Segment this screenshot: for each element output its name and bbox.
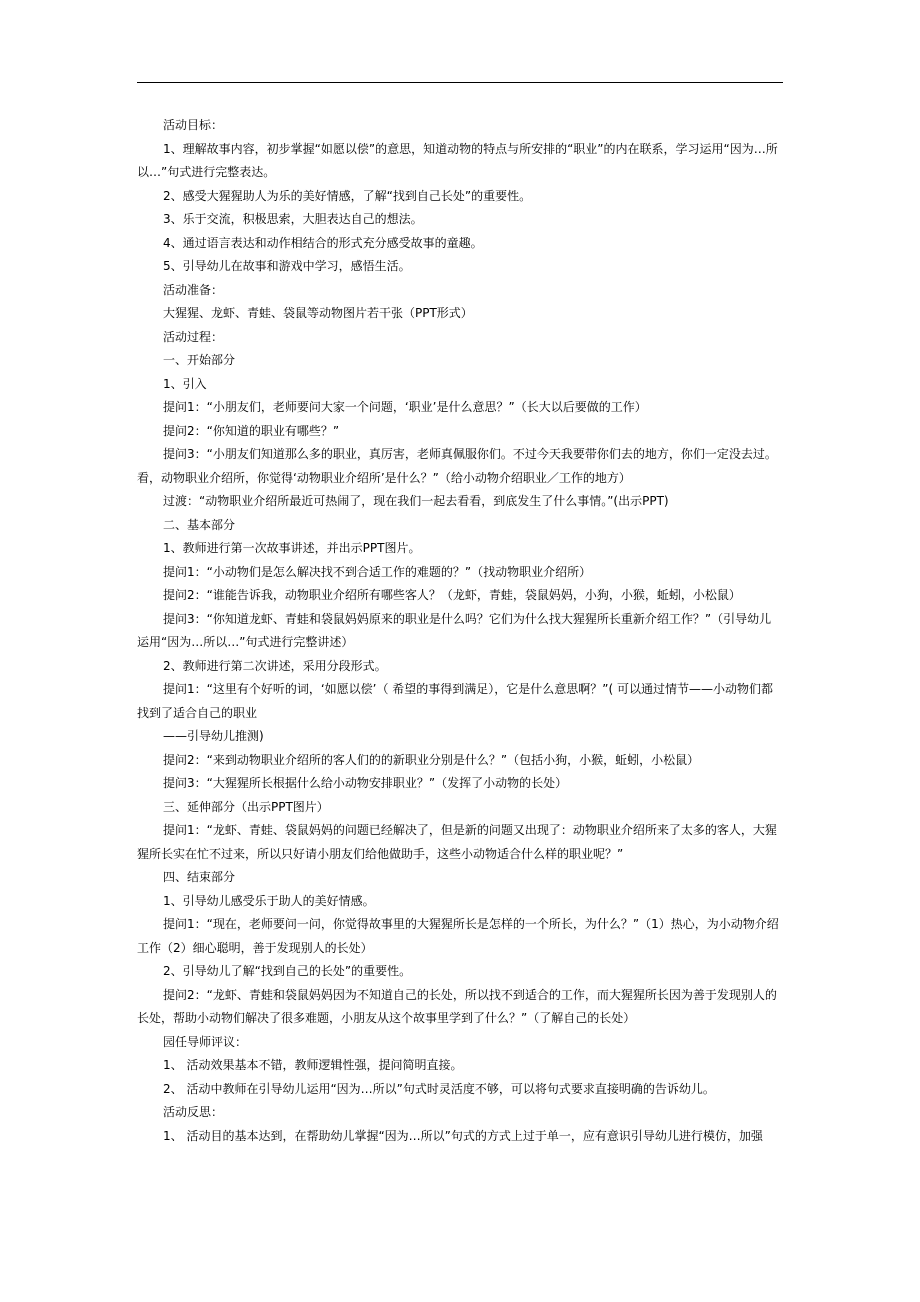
step-heading: 1、引导幼儿感受乐于助人的美好情感。 bbox=[163, 893, 375, 908]
section-heading-process: 活动过程： bbox=[163, 329, 224, 344]
question-text: 提问3：“大猩猩所长根据什么给小动物安排职业？”（发挥了小动物的长处） bbox=[163, 776, 568, 790]
question-text: 提问2：“谁能告诉我，动物职业介绍所有哪些客人？（龙虾，青蛙，袋鼠妈妈，小狗，小猴，蚯蚓，小松鼠） bbox=[163, 588, 741, 602]
section-heading-goals: 活动目标： bbox=[163, 118, 224, 132]
transition-text: 过渡：“动物职业介绍所最近可热闹了，现在我们一起去看看，到底发生了什么事情。”(出示PPT) bbox=[163, 494, 669, 508]
header-rule bbox=[137, 82, 783, 83]
step-heading: 2、引导幼儿了解“找到自己的长处”的重要性。 bbox=[163, 964, 412, 978]
part-heading: 二、基本部分 bbox=[163, 517, 236, 532]
goal-item: 3、乐于交流，积极思索，大胆表达自己的想法。 bbox=[163, 212, 423, 226]
section-heading-reflection: 活动反思： bbox=[163, 1105, 224, 1119]
step-heading: 1、引入 bbox=[163, 376, 207, 391]
part-heading: 三、延伸部分（出示PPT图片） bbox=[163, 799, 329, 814]
question-text: 提问1：“小朋友们，老师要问大家一个问题，‘职业’是什么意思？”（长大以后要做的工作） bbox=[163, 400, 647, 414]
question-text: 提问2：“你知道的职业有哪些？” bbox=[163, 423, 340, 438]
question-text: 提问1：“龙虾、青蛙、袋鼠妈妈的问题已经解决了，但是新的问题又出现了：动物职业介绍所来了太多的客人，大猩猩所长实在忙不过来，所以只好请小朋友们给他做助手，这些小动物适合什么样的职业呢？” bbox=[137, 823, 777, 861]
reflection-item: 1、 活动目的基本达到，在帮助幼儿掌握“因为…所以”句式的方式上过于单一，应有意识引导幼儿进行模仿，加强 bbox=[163, 1128, 763, 1143]
question-continuation: ——引导幼儿推测) bbox=[163, 729, 264, 743]
question-text: 提问2：“来到动物职业介绍所的客人们的的新职业分别是什么？”（包括小狗，小猴，蚯蚓，小松鼠） bbox=[163, 752, 700, 767]
step-heading: 2、教师进行第二次讲述，采用分段形式。 bbox=[163, 658, 387, 673]
section-heading-preparation: 活动准备： bbox=[163, 282, 224, 297]
review-item: 2、 活动中教师在引导幼儿运用“因为…所以”句式时灵活度不够，可以将句式要求直接明确的告诉幼儿。 bbox=[163, 1081, 715, 1096]
goal-item: 1、理解故事内容，初步掌握“如愿以偿”的意思，知道动物的特点与所安排的“职业”的内在联系，学习运用“因为…所以…”句式进行完整表达。 bbox=[137, 141, 778, 179]
part-heading: 一、开始部分 bbox=[163, 353, 236, 367]
question-text: 提问1：“这里有个好听的词，‘如愿以偿’（ 希望的事得到满足），它是什么意思啊？”( 可以通过情节——小动物们都找到了适合自己的职业 bbox=[137, 682, 774, 720]
question-text: 提问2：“龙虾、青蛙和袋鼠妈妈因为不知道自己的长处，所以找不到适合的工作，而大猩猩所长因为善于发现别人的长处，帮助小动物们解决了很多难题，小朋友从这个故事里学到了什么？”（了解自己的长处） bbox=[137, 987, 777, 1025]
document-body bbox=[137, 114, 783, 1148]
question-text: 提问3：“你知道龙虾、青蛙和袋鼠妈妈原来的职业是什么吗？它们为什么找大猩猩所长重新介绍工作？”（引导幼儿运用“因为…所以…”句式进行完整讲述） bbox=[137, 611, 772, 649]
goal-item: 4、通过语言表达和动作相结合的形式充分感受故事的童趣。 bbox=[163, 235, 483, 250]
goal-item: 2、感受大猩猩助人为乐的美好情感，了解“找到自己长处”的重要性。 bbox=[163, 188, 532, 203]
goal-item: 5、引导幼儿在故事和游戏中学习，感悟生活。 bbox=[163, 259, 411, 273]
preparation-text: 大猩猩、龙虾、青蛙、袋鼠等动物图片若干张（PPT形式） bbox=[163, 306, 473, 320]
question-text: 提问1：“小动物们是怎么解决找不到合适工作的难题的？”（找动物职业介绍所） bbox=[163, 564, 592, 579]
question-text: 提问3：“小朋友们知道那么多的职业，真厉害，老师真佩服你们。不过今天我要带你们去的地方，你们一定没去过。看，动物职业介绍所，你觉得‘动物职业介绍所’是什么？”（给小动物介绍职业／工作的地方） bbox=[137, 447, 777, 485]
section-heading-review: 园任导师评议： bbox=[163, 1034, 248, 1049]
part-heading: 四、结束部分 bbox=[163, 870, 236, 884]
step-heading: 1、教师进行第一次故事讲述，并出示PPT图片。 bbox=[163, 541, 421, 555]
question-text: 提问1：“现在，老师要问一问，你觉得故事里的大猩猩所长是怎样的一个所长，为什么？”（1）热心，为小动物介绍工作（2）细心聪明，善于发现别人的长处） bbox=[137, 917, 779, 955]
review-item: 1、 活动效果基本不错，教师逻辑性强，提问简明直接。 bbox=[163, 1058, 463, 1072]
